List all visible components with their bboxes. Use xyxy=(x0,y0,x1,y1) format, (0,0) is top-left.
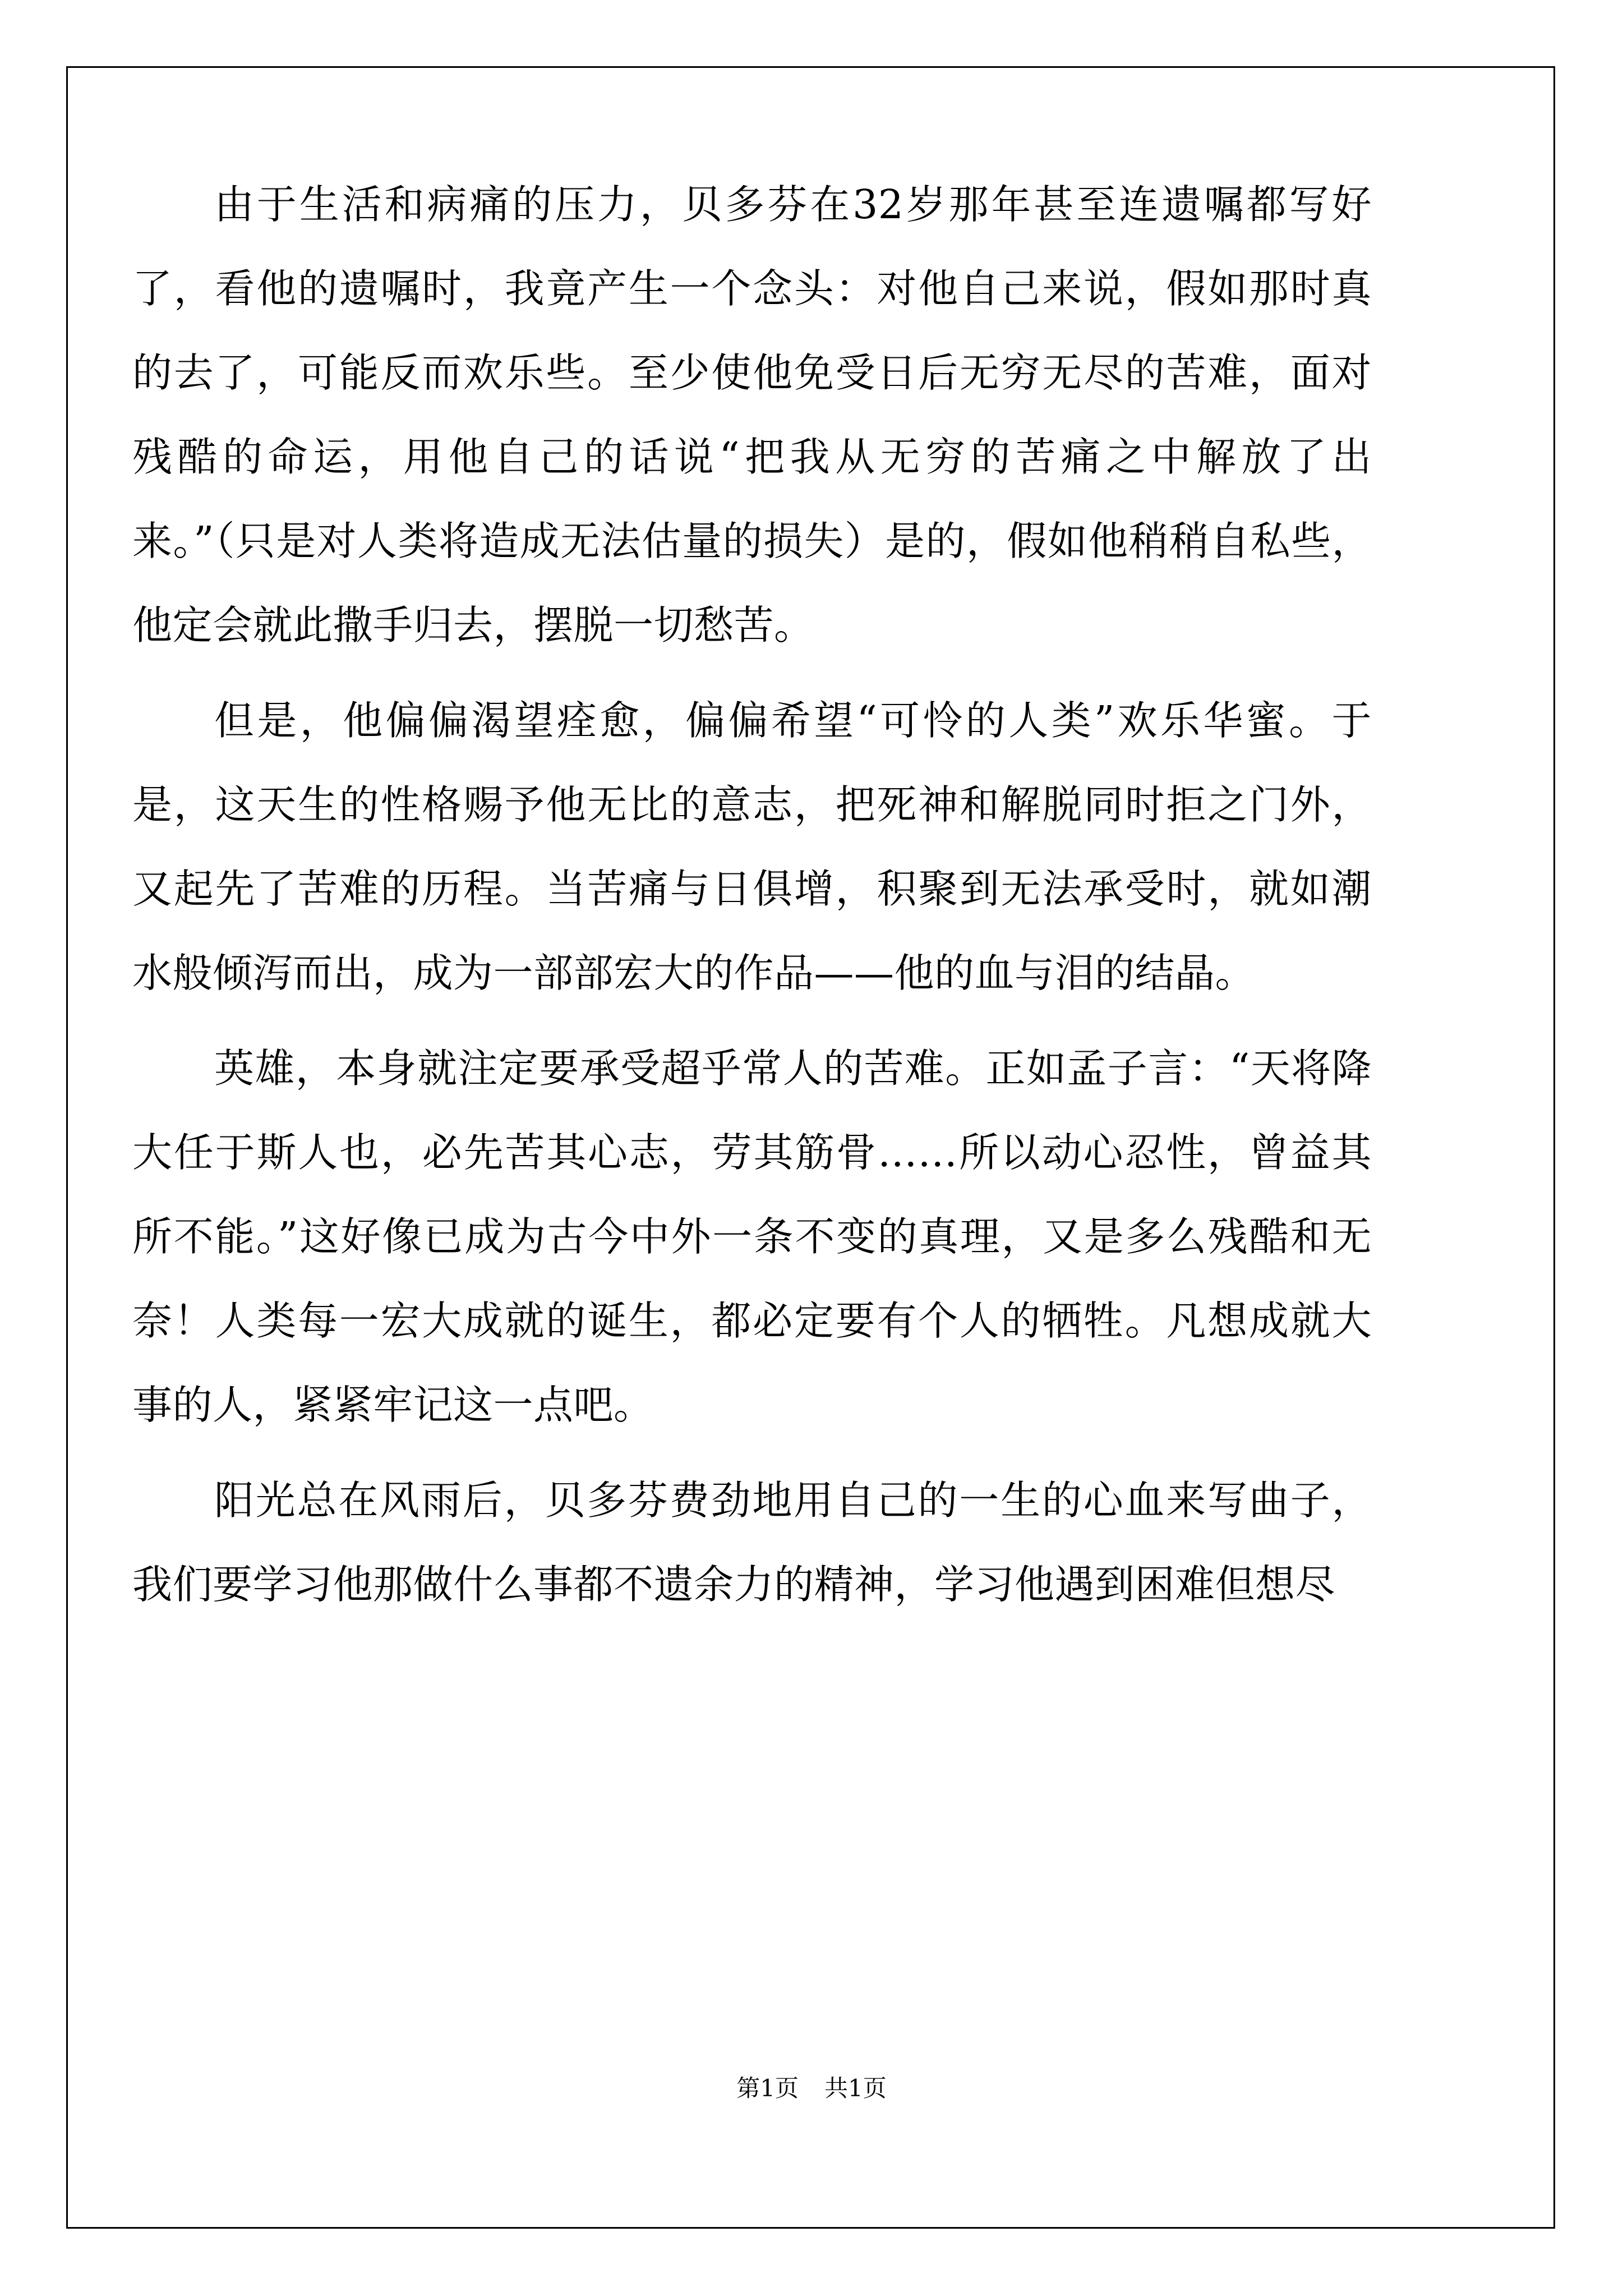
page-number: 第1页 xyxy=(736,2074,799,2102)
paragraph-1: 由于生活和病痛的压力，贝多芬在32岁那年甚至连遗嘱都写好了，看他的遗嘱时，我竟产生一个念头：对他自己来说，假如那时真的去了，可能反而欢乐些。至少使他免受日后无穷无尽的苦难，面对残酷的命运，用他自己的话说“把我从无穷的苦痛之中解放了出来。”（只是对人类将造成无法估量的损失）是的，假如他稍稍自私些，他定会就此撒手归去，摆脱一切愁苦。 xyxy=(132,181,1372,648)
document-body xyxy=(132,163,1372,1638)
paragraph-3: 英雄，本身就注定要承受超乎常人的苦难。正如孟子言：“天将降大任于斯人也，必先苦其心志，劳其筋骨……所以动心忍性，曾益其所不能。”这好像已成为古今中外一条不变的真理，又是多么残酷和无奈！人类每一宏大成就的诞生，都必定要有个人的牺牲。凡想成就大事的人，紧紧牢记这一点吧。 xyxy=(132,1045,1372,1428)
page-total: 共1页 xyxy=(824,2074,887,2102)
page-footer xyxy=(0,2070,1623,2104)
paragraph-4: 阳光总在风雨后，贝多芬费劲地用自己的一生的心血来写曲子，我们要学习他那做什么事都不遗余力的精神，学习他遇到困难但想尽 xyxy=(132,1477,1372,1608)
paragraph-2: 但是，他偏偏渴望痊愈，偏偏希望“可怜的人类”欢乐华蜜。于是，这天生的性格赐予他无比的意志，把死神和解脱同时拒之门外，又起先了苦难的历程。当苦痛与日俱增，积聚到无法承受时，就如潮水般倾泻而出，成为一部部宏大的作品——他的血与泪的结晶。 xyxy=(132,697,1372,996)
